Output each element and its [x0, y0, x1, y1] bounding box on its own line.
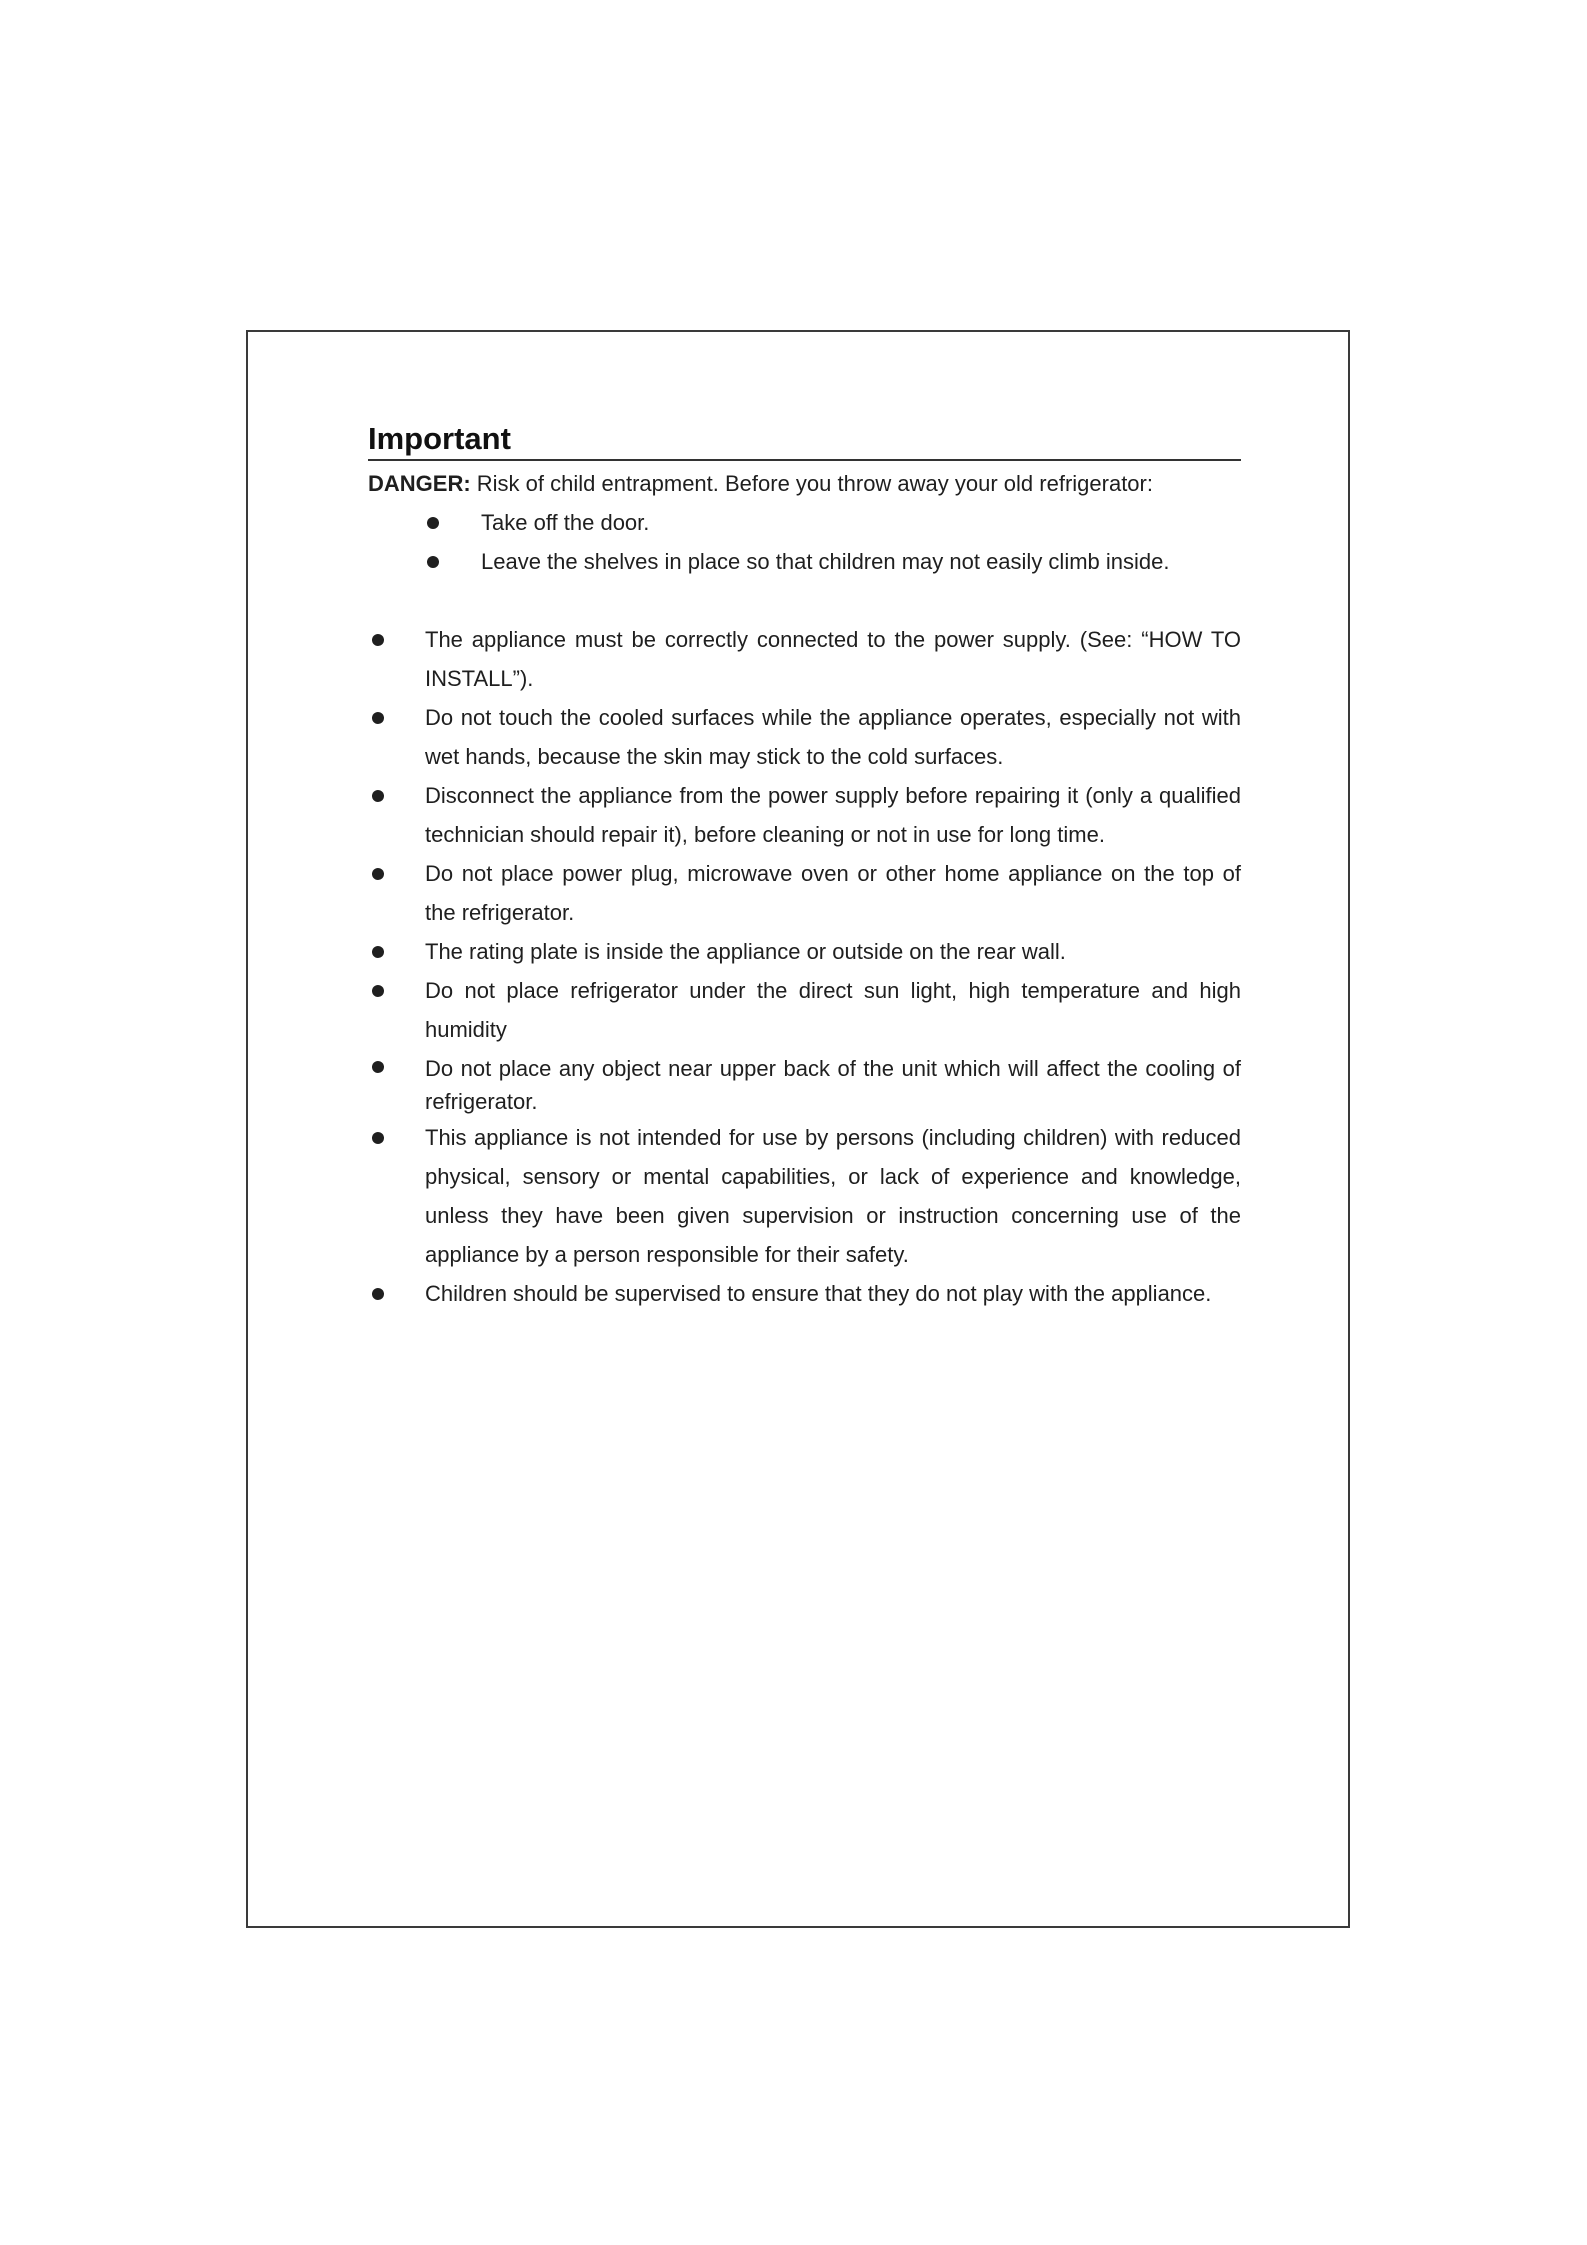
bullet-icon: [372, 1288, 384, 1300]
danger-step: [368, 542, 1241, 581]
danger-steps-list: [368, 503, 1241, 581]
danger-text: Risk of child entrapment. Before you throw away your old refrigerator:: [470, 471, 1153, 497]
bullet-icon: [372, 985, 384, 997]
list-item: [368, 971, 1241, 1049]
list-item-text: Children should be supervised to ensure that they do not play with the appliance.: [425, 1281, 1212, 1307]
list-item-text: Do not touch the cooled surfaces while the appliance operates, especially not with wet hands, because the skin may stick to the cold surfaces.: [425, 705, 1241, 770]
list-item-text: The rating plate is inside the appliance or outside on the rear wall.: [425, 939, 1066, 965]
danger-notice: [368, 464, 1241, 503]
list-item-text: Do not place refrigerator under the direct sun light, high temperature and high humidity: [425, 978, 1241, 1043]
danger-label: DANGER:: [368, 471, 471, 497]
section-heading: Important: [368, 420, 1241, 461]
danger-step-text: Leave the shelves in place so that children may not easily climb inside.: [481, 549, 1170, 575]
list-item-text: Do not place any object near upper back of the unit which will affect the cooling of refrigerator.: [425, 1056, 1241, 1115]
danger-step: [368, 503, 1241, 542]
bullet-icon: [427, 556, 439, 568]
bullet-icon: [372, 946, 384, 958]
list-item: [368, 932, 1241, 971]
list-item: [368, 854, 1241, 932]
list-item: [368, 1118, 1241, 1274]
list-item-text: Disconnect the appliance from the power supply before repairing it (only a qualified technician should repair it), before cleaning or not in use for long time.: [425, 783, 1241, 848]
list-item: [368, 776, 1241, 854]
list-item-text: Do not place power plug, microwave oven or other home appliance on the top of the refrigerator.: [425, 861, 1241, 926]
bullet-icon: [372, 712, 384, 724]
bullet-icon: [372, 1061, 384, 1073]
list-item: [368, 698, 1241, 776]
list-item: [368, 1274, 1241, 1313]
bullet-icon: [372, 1132, 384, 1144]
list-item: [368, 620, 1241, 698]
list-item-text: This appliance is not intended for use by persons (including children) with reduced physical, sensory or mental capabilities, or lack of experience and knowledge, unless they have been given supervision or instruction concerning use of the appliance by a person responsible for their safety.: [425, 1125, 1241, 1268]
bullet-icon: [372, 790, 384, 802]
bullet-icon: [372, 634, 384, 646]
list-item: [368, 1049, 1241, 1118]
danger-step-text: Take off the door.: [481, 510, 650, 536]
bullet-icon: [372, 868, 384, 880]
list-item-text: The appliance must be correctly connected to the power supply. (See: “HOW TO INSTALL”).: [425, 627, 1241, 692]
safety-instructions-list: [368, 620, 1241, 1313]
document-content: [368, 420, 1241, 1313]
bullet-icon: [427, 517, 439, 529]
